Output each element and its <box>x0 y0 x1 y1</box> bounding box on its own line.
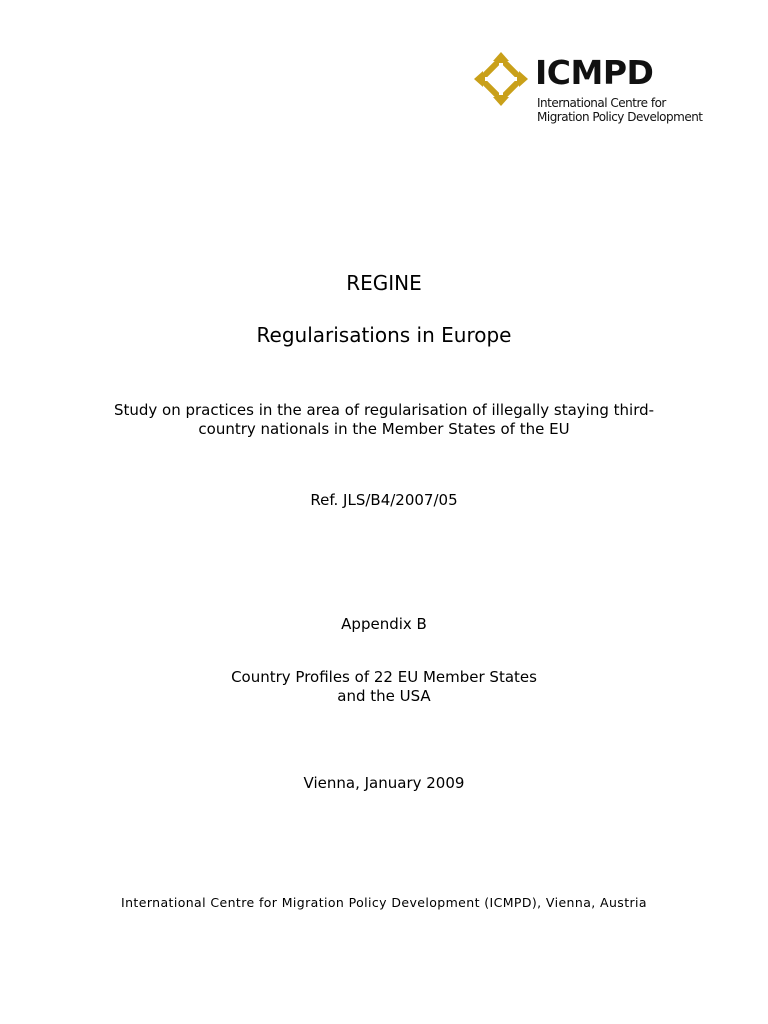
appendix-description <box>0 668 768 706</box>
study-line-2: country nationals in the Member States of the EU <box>198 420 570 438</box>
logo-name-line-2: Migration Policy Development <box>537 110 703 124</box>
place-and-date: Vienna, January 2009 <box>303 774 465 792</box>
document-subtitle: Regularisations in Europe <box>256 323 512 347</box>
logo-name-line-1: International Centre for <box>537 96 666 110</box>
profiles-line-1: Country Profiles of 22 EU Member States <box>231 668 537 686</box>
study-line-1: Study on practices in the area of regularisation of illegally staying third- <box>113 401 655 419</box>
four-arrow-diamond-icon <box>474 52 528 106</box>
logo-acronym: ICMPD <box>535 53 654 92</box>
document-title: REGINE <box>346 271 422 295</box>
reference-number: Ref. JLS/B4/2007/05 <box>310 491 458 509</box>
publisher-footer: International Centre for Migration Policy Development (ICMPD), Vienna, Austria <box>121 895 647 910</box>
logo-full-name <box>537 96 703 124</box>
appendix-label: Appendix B <box>341 615 427 633</box>
icmpd-logo <box>474 52 703 126</box>
profiles-line-2: and the USA <box>337 687 431 705</box>
study-description <box>0 401 768 439</box>
